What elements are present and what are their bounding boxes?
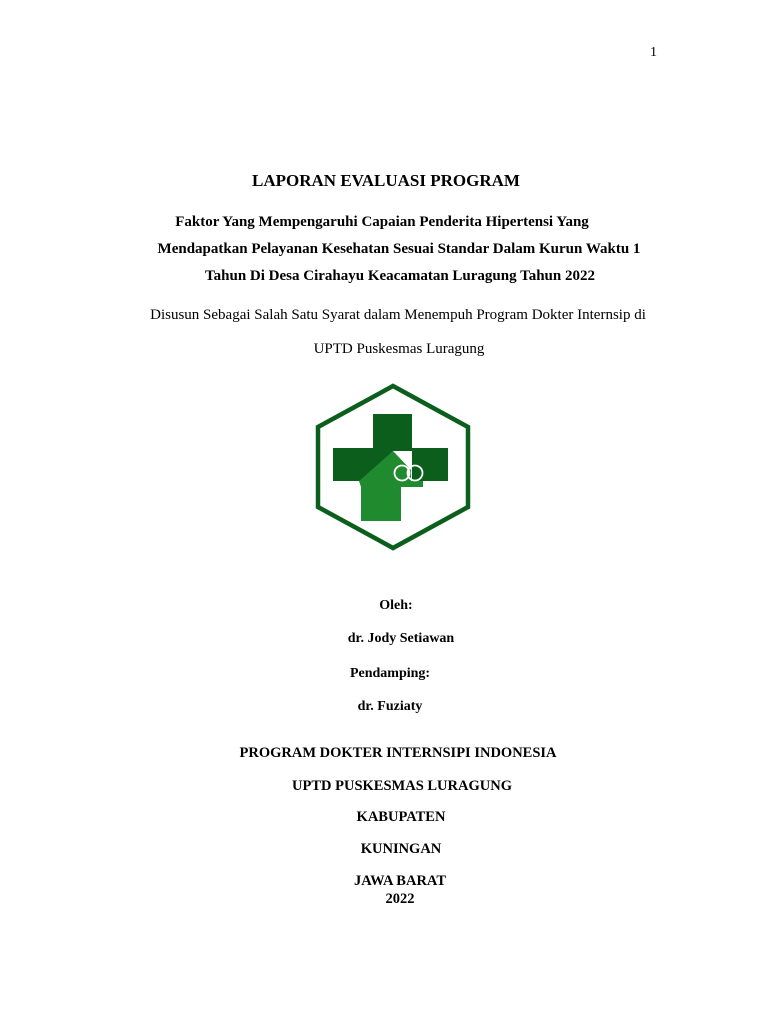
subtitle-line-1: Faktor Yang Mempengaruhi Capaian Penderita Hipertensi Yang — [175, 214, 589, 230]
institution-line-4: KUNINGAN — [360, 841, 442, 857]
report-year: 2022 — [385, 891, 415, 907]
report-title: LAPORAN EVALUASI PROGRAM — [252, 171, 520, 190]
author-name: dr. Jody Setiawan — [347, 631, 455, 646]
author-label: Oleh: — [379, 598, 413, 613]
institution-line-3: KABUPATEN — [356, 809, 446, 825]
subtitle-line-2: Mendapatkan Pelayanan Kesehatan Sesuai Standar Dalam Kurun Waktu 1 — [157, 241, 641, 257]
purpose-line-2: UPTD Puskesmas Luragung — [313, 341, 485, 357]
institution-line-1: PROGRAM DOKTER INTERNSIPI INDONESIA — [239, 745, 557, 761]
purpose-line-1: Disusun Sebagai Salah Satu Syarat dalam Menempuh Program Dokter Internsip di — [150, 307, 646, 323]
institution-line-5: JAWA BARAT — [354, 873, 446, 889]
institution-line-2: UPTD PUSKESMAS LURAGUNG — [292, 778, 512, 794]
advisor-label: Pendamping: — [349, 666, 431, 681]
advisor-name: dr. Fuziaty — [357, 699, 423, 714]
puskesmas-logo-icon — [313, 383, 473, 553]
subtitle-line-3: Tahun Di Desa Cirahayu Keacamatan Luragung Tahun 2022 — [205, 268, 595, 284]
page-number: 1 — [650, 45, 657, 60]
